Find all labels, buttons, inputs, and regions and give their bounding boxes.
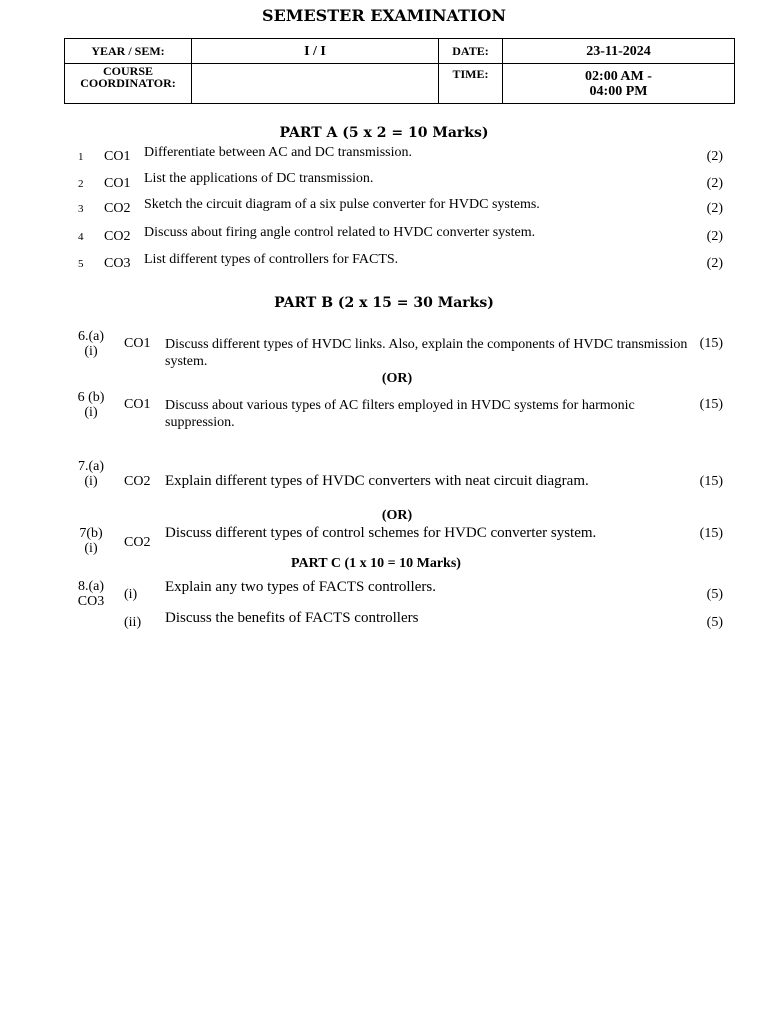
course-outcome: CO3 <box>77 594 105 609</box>
question-text: Discuss about various types of AC filters employed in HVDC systems for harmonic suppression. <box>165 398 635 430</box>
question-text: Explain different types of HVDC converters with neat circuit diagram. <box>165 473 589 489</box>
time-value-line1: 02:00 AM - <box>585 68 652 84</box>
year-sem-value: I / I <box>192 39 439 64</box>
question-number <box>72 329 110 359</box>
course-outcome: CO2 <box>104 201 131 216</box>
coordinator-label-line2: COORDINATOR: <box>80 76 176 90</box>
or-separator: (OR) <box>381 508 413 523</box>
question-number: 5 <box>78 258 84 270</box>
or-separator: (OR) <box>381 371 413 386</box>
question-marks: (15) <box>699 526 723 541</box>
question-marks: (2) <box>706 149 723 164</box>
question-text: Discuss different types of HVDC links. Also, explain the components of HVDC transmission system. <box>165 337 688 369</box>
question-number <box>72 579 110 609</box>
question-marks: (15) <box>699 336 723 351</box>
exam-info-table <box>64 38 735 104</box>
year-sem-label: YEAR / SEM: <box>65 39 192 64</box>
question-number-sub: (i) <box>84 405 98 420</box>
question-text: Discuss the benefits of FACTS controllers <box>165 610 419 626</box>
course-outcome: CO1 <box>124 397 151 412</box>
time-value <box>503 64 735 104</box>
question-marks: (2) <box>706 176 723 191</box>
question-text: Differentiate between AC and DC transmission. <box>144 145 413 160</box>
question-number: 1 <box>78 151 84 163</box>
course-outcome: CO2 <box>104 229 131 244</box>
question-marks: (2) <box>706 229 723 244</box>
question-number-sub: (i) <box>84 344 98 359</box>
question-text: Sketch the circuit diagram of a six pulse converter for HVDC systems. <box>144 197 540 212</box>
course-outcome: CO2 <box>124 535 151 550</box>
part-a-heading: PART A (5 x 2 = 10 Marks) <box>279 125 489 141</box>
question-number <box>72 526 110 556</box>
course-outcome: CO2 <box>124 474 151 489</box>
time-label: TIME: <box>439 64 503 104</box>
course-outcome: CO1 <box>104 149 131 164</box>
question-text: List different types of controllers for FACTS. <box>144 252 399 267</box>
question-number-main: 7(b) <box>79 526 103 541</box>
question-number-main: 6 (b) <box>77 390 105 405</box>
coordinator-label <box>65 64 192 104</box>
question-marks: (15) <box>699 397 723 412</box>
question-text: List the applications of DC transmission. <box>144 171 374 186</box>
question-marks: (2) <box>706 201 723 216</box>
question-number-main: 8.(a) <box>77 579 105 594</box>
question-marks: (5) <box>706 615 723 630</box>
question-number: 3 <box>78 203 84 215</box>
question-text: Discuss different types of control schemes for HVDC converter system. <box>165 525 597 541</box>
date-label: DATE: <box>439 39 503 64</box>
question-marks: (2) <box>706 256 723 271</box>
question-text: Discuss about firing angle control related to HVDC converter system. <box>144 225 536 240</box>
part-b-heading: PART B (2 x 15 = 30 Marks) <box>274 295 494 311</box>
sub-question-label: (ii) <box>124 615 142 630</box>
question-marks: (5) <box>706 587 723 602</box>
question-marks: (15) <box>699 474 723 489</box>
course-outcome: CO1 <box>124 336 151 351</box>
question-number-main: 6.(a) <box>77 329 105 344</box>
course-outcome: CO1 <box>104 176 131 191</box>
time-value-line2: 04:00 PM <box>589 83 648 99</box>
question-number-sub: (i) <box>84 541 98 556</box>
question-number-main: 7.(a) <box>77 459 105 474</box>
question-number <box>72 390 110 420</box>
part-c-heading: PART C (1 x 10 = 10 Marks) <box>291 556 461 571</box>
date-value: 23-11-2024 <box>503 39 735 64</box>
coordinator-label-line1: COURSE <box>102 64 153 78</box>
exam-title: SEMESTER EXAMINATION <box>262 6 506 25</box>
question-text: Explain any two types of FACTS controllers. <box>165 579 436 595</box>
question-number: 4 <box>78 231 84 243</box>
question-number: 2 <box>78 178 84 190</box>
coordinator-value <box>192 64 439 104</box>
course-outcome: CO3 <box>104 256 131 271</box>
sub-question-label: (i) <box>124 587 138 602</box>
question-number-sub: (i) <box>84 474 98 489</box>
question-number <box>72 459 110 489</box>
